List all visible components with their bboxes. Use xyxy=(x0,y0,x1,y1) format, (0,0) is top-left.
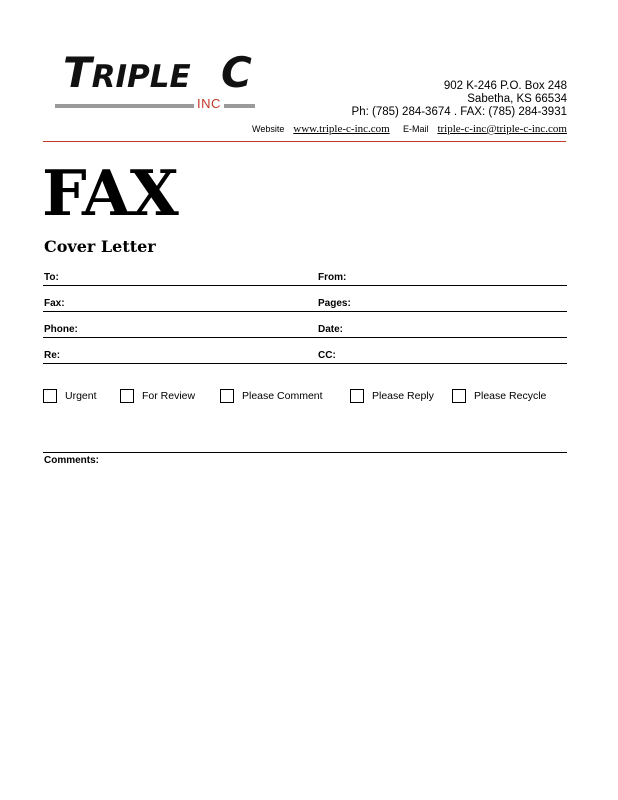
re-cc-line xyxy=(43,363,567,364)
please-reply-label: Please Reply xyxy=(372,390,434,402)
address-line-1: 902 K-246 P.O. Box 248 xyxy=(443,80,567,92)
please-recycle-label: Please Recycle xyxy=(474,390,547,402)
fax-label: Fax: xyxy=(44,298,65,309)
for-review-label: For Review xyxy=(142,390,196,402)
to-from-line xyxy=(43,285,567,286)
logo-suffix: INC xyxy=(194,97,224,110)
phone-date-line xyxy=(43,337,567,338)
comments-divider xyxy=(43,452,567,453)
website-label: Website xyxy=(252,124,285,134)
company-logo xyxy=(55,50,270,120)
checkbox-square-icon[interactable] xyxy=(220,389,234,403)
please-comment-label: Please Comment xyxy=(242,390,323,402)
to-label: To: xyxy=(44,272,59,283)
logo-letter: C xyxy=(221,48,252,97)
checkbox-square-icon[interactable] xyxy=(350,389,364,403)
re-label: Re: xyxy=(44,350,61,361)
website-link[interactable]: www.triple-c-inc.com xyxy=(293,123,390,135)
fax-pages-line xyxy=(43,311,567,312)
phone-fax-line: Ph: (785) 284-3674 . FAX: (785) 284-3931 xyxy=(351,106,567,118)
pages-label: Pages: xyxy=(318,298,351,309)
page-subtitle: Cover Letter xyxy=(44,237,156,256)
contact-line xyxy=(252,120,567,136)
phone-label: Phone: xyxy=(44,324,78,335)
urgent-checkbox[interactable] xyxy=(43,388,97,404)
cc-label: CC: xyxy=(318,350,336,361)
logo-bar xyxy=(55,104,255,108)
please-reply-checkbox[interactable] xyxy=(350,388,434,404)
checkbox-square-icon[interactable] xyxy=(120,389,134,403)
for-review-checkbox[interactable] xyxy=(120,388,195,404)
please-comment-checkbox[interactable] xyxy=(220,388,323,404)
date-label: Date: xyxy=(318,324,344,335)
logo-wordmark: TRIPLE xyxy=(63,48,191,97)
page-title: FAX xyxy=(42,156,178,230)
email-link[interactable]: triple-c-inc@triple-c-inc.com xyxy=(437,123,567,135)
comments-label: Comments: xyxy=(44,455,100,466)
header-divider xyxy=(43,141,566,142)
from-label: From: xyxy=(318,272,347,283)
checkbox-square-icon[interactable] xyxy=(43,389,57,403)
address-line-2: Sabetha, KS 66534 xyxy=(467,93,567,105)
please-recycle-checkbox[interactable] xyxy=(452,388,546,404)
urgent-label: Urgent xyxy=(65,390,97,402)
checkbox-square-icon[interactable] xyxy=(452,389,466,403)
email-label: E-Mail xyxy=(403,124,429,134)
